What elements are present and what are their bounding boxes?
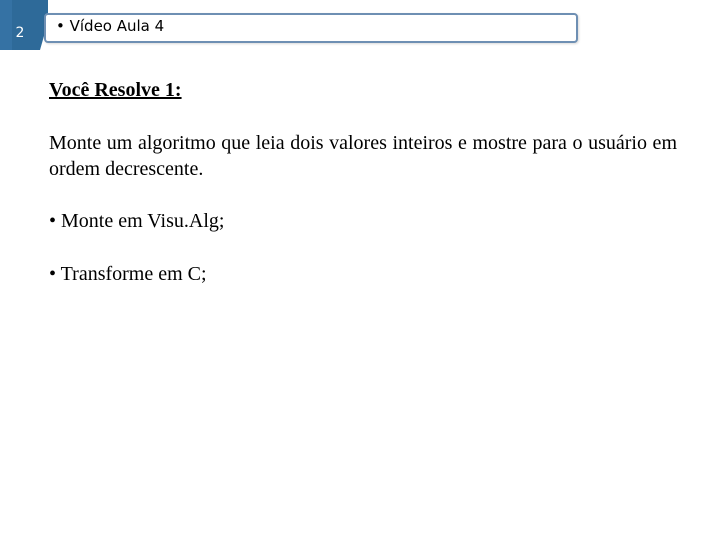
exercise-paragraph: Monte um algoritmo que leia dois valores inteiros e mostre para o usuário em ordem decrescente.	[49, 132, 677, 180]
bullet-item: • Monte em Visu.Alg;	[49, 210, 225, 232]
page-number: 2	[15, 25, 25, 41]
header-box	[44, 13, 578, 43]
slide-heading: Você Resolve 1:	[49, 79, 182, 101]
header-title: • Vídeo Aula 4	[56, 17, 165, 35]
bullet-item: • Transforme em C;	[49, 263, 207, 285]
page-number-badge	[0, 0, 48, 50]
